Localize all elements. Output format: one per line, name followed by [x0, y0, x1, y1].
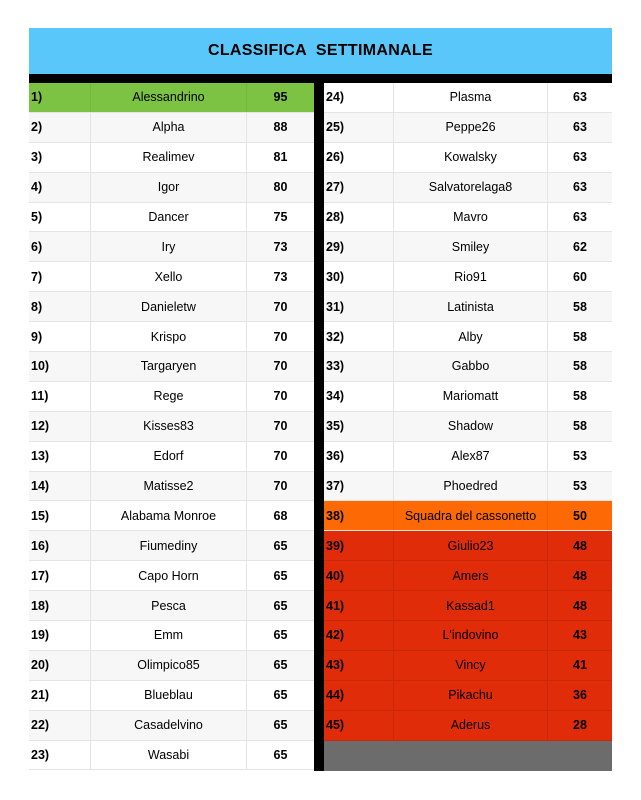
score-cell: 65 [273, 748, 288, 763]
rank-cell: 4) [29, 173, 91, 202]
table-row [324, 232, 612, 262]
player-name-cell: Olimpico85 [91, 651, 247, 680]
score-cell: 75 [273, 210, 288, 224]
player-name-cell: Edorf [91, 442, 247, 471]
rank-cell: 14) [29, 472, 91, 501]
rank-cell: 23) [29, 741, 91, 770]
player-name-cell: Plasma [394, 83, 548, 112]
table-row [324, 531, 612, 561]
player-name-cell: Kassad1 [394, 591, 548, 620]
score-cell: 70 [273, 299, 288, 314]
rank-cell: 35) [324, 412, 394, 441]
rank-cell: 44) [324, 681, 394, 710]
player-name-cell: Targaryen [91, 352, 247, 381]
rank-cell: 26) [324, 143, 394, 172]
table-row [29, 173, 314, 203]
player-name-cell: Wasabi [91, 741, 247, 770]
player-name-cell: Blueblau [91, 681, 247, 710]
player-name-cell: Kowalsky [394, 143, 548, 172]
rank-cell: 22) [29, 711, 91, 740]
score-cell: 58 [573, 389, 587, 404]
ranking-column-right [324, 83, 612, 771]
score-cell: 80 [273, 180, 288, 195]
score-cell: 63 [573, 90, 587, 105]
player-name-cell: Krispo [91, 322, 247, 351]
player-name-cell: Alabama Monroe [91, 501, 247, 530]
table-row [324, 651, 612, 681]
table-row [324, 113, 612, 143]
score-cell: 70 [273, 389, 288, 404]
score-cell: 65 [273, 538, 288, 553]
table-row [29, 83, 314, 113]
player-name-cell: Pikachu [394, 681, 548, 710]
table-row [29, 352, 314, 382]
table-row [324, 621, 612, 651]
score-cell: 88 [273, 120, 288, 135]
table-row [29, 262, 314, 292]
table-row [29, 382, 314, 412]
rank-cell: 30) [324, 262, 394, 291]
player-name-cell: Aderus [394, 711, 548, 740]
rank-cell: 41) [324, 591, 394, 620]
table-row [29, 651, 314, 681]
rank-cell: 2) [29, 113, 91, 142]
rank-cell: 3) [29, 143, 91, 172]
player-name-cell: Matisse2 [91, 472, 247, 501]
score-cell: 58 [573, 419, 587, 434]
rank-cell: 7) [29, 262, 91, 291]
score-cell: 48 [573, 538, 587, 553]
score-cell: 62 [573, 239, 587, 254]
player-name-cell: Rio91 [394, 262, 548, 291]
table-row [324, 292, 612, 322]
score-cell: 28 [573, 718, 587, 733]
table-row [29, 143, 314, 173]
rank-cell: 9) [29, 322, 91, 351]
empty-cell [324, 741, 612, 771]
score-cell: 65 [273, 688, 288, 703]
player-name-cell: Dancer [91, 203, 247, 232]
rank-cell: 20) [29, 651, 91, 680]
table-row [324, 711, 612, 741]
score-cell: 48 [573, 598, 587, 613]
table-row [29, 681, 314, 711]
rank-cell: 39) [324, 531, 394, 560]
rank-cell: 32) [324, 322, 394, 351]
player-name-cell: Amers [394, 561, 548, 590]
page-title-banner [29, 28, 612, 74]
rank-cell: 12) [29, 412, 91, 441]
score-cell: 70 [273, 329, 288, 344]
score-cell: 70 [273, 359, 288, 374]
score-cell: 65 [273, 658, 288, 673]
rank-cell: 18) [29, 591, 91, 620]
score-cell: 68 [273, 508, 288, 523]
score-cell: 95 [273, 90, 288, 105]
rank-cell: 40) [324, 561, 394, 590]
column-divider [314, 83, 324, 771]
rank-cell: 45) [324, 711, 394, 740]
player-name-cell: Alex87 [394, 442, 548, 471]
table-row [29, 741, 314, 771]
table-row [324, 472, 612, 502]
table-row [29, 232, 314, 262]
page-title: CLASSIFICA SETTIMANALE [208, 42, 433, 59]
score-cell: 63 [573, 180, 587, 195]
score-cell: 53 [573, 479, 587, 494]
player-name-cell: Casadelvino [91, 711, 247, 740]
score-cell: 73 [273, 239, 288, 254]
table-row [324, 352, 612, 382]
score-cell: 63 [573, 150, 587, 165]
rank-cell: 43) [324, 651, 394, 680]
rank-cell: 19) [29, 621, 91, 650]
table-row [324, 561, 612, 591]
score-cell: 60 [573, 269, 587, 284]
table-row [29, 591, 314, 621]
rank-cell: 27) [324, 173, 394, 202]
player-name-cell: Alpha [91, 113, 247, 142]
score-cell: 65 [273, 568, 288, 583]
table-row [324, 143, 612, 173]
table-row [29, 113, 314, 143]
player-name-cell: Realimev [91, 143, 247, 172]
player-name-cell: Xello [91, 262, 247, 291]
player-name-cell: Mavro [394, 203, 548, 232]
rank-cell: 31) [324, 292, 394, 321]
score-cell: 73 [273, 269, 288, 284]
score-cell: 58 [573, 329, 587, 344]
score-cell: 65 [273, 718, 288, 733]
player-name-cell: Capo Horn [91, 561, 247, 590]
table-row [324, 83, 612, 113]
rank-cell: 11) [29, 382, 91, 411]
player-name-cell: Alessandrino [91, 83, 247, 112]
score-cell: 65 [273, 598, 288, 613]
table-row [324, 501, 612, 531]
score-cell: 50 [573, 508, 587, 523]
table-row [324, 442, 612, 472]
rank-cell: 28) [324, 203, 394, 232]
player-name-cell: Phoedred [394, 472, 548, 501]
player-name-cell: Alby [394, 322, 548, 351]
score-cell: 81 [273, 150, 288, 165]
table-row [29, 203, 314, 233]
score-cell: 53 [573, 449, 587, 464]
header-divider [29, 74, 612, 83]
player-name-cell: Giulio23 [394, 531, 548, 560]
rank-cell: 1) [29, 83, 91, 112]
player-name-cell: Rege [91, 382, 247, 411]
table-row [29, 561, 314, 591]
rank-cell: 29) [324, 232, 394, 261]
player-name-cell: Fiumediny [91, 531, 247, 560]
score-cell: 70 [273, 419, 288, 434]
rank-cell: 33) [324, 352, 394, 381]
score-cell: 70 [273, 479, 288, 494]
player-name-cell: Smiley [394, 232, 548, 261]
score-cell: 48 [573, 568, 587, 583]
player-name-cell: Squadra del cassonetto [394, 501, 548, 530]
table-row [29, 621, 314, 651]
player-name-cell: Mariomatt [394, 382, 548, 411]
rank-cell: 15) [29, 501, 91, 530]
player-name-cell: Peppe26 [394, 113, 548, 142]
rank-cell: 5) [29, 203, 91, 232]
rank-cell: 34) [324, 382, 394, 411]
table-row [29, 501, 314, 531]
rank-cell: 42) [324, 621, 394, 650]
score-cell: 36 [573, 688, 587, 703]
rank-cell: 13) [29, 442, 91, 471]
score-cell: 41 [573, 658, 587, 673]
table-row [324, 173, 612, 203]
player-name-cell: Igor [91, 173, 247, 202]
ranking-column-left [29, 83, 314, 770]
player-name-cell: Emm [91, 621, 247, 650]
player-name-cell: Salvatorelaga8 [394, 173, 548, 202]
table-row [29, 472, 314, 502]
rank-cell: 21) [29, 681, 91, 710]
rank-cell: 37) [324, 472, 394, 501]
table-row [29, 322, 314, 352]
rank-cell: 16) [29, 531, 91, 560]
player-name-cell: Pesca [91, 591, 247, 620]
rank-cell: 36) [324, 442, 394, 471]
table-row [324, 412, 612, 442]
player-name-cell: Latinista [394, 292, 548, 321]
table-row [324, 382, 612, 412]
player-name-cell: Vincy [394, 651, 548, 680]
table-row [324, 591, 612, 621]
rank-cell: 10) [29, 352, 91, 381]
player-name-cell: Kisses83 [91, 412, 247, 441]
rank-cell: 17) [29, 561, 91, 590]
player-name-cell: Danieletw [91, 292, 247, 321]
table-row [324, 203, 612, 233]
table-row [29, 531, 314, 561]
rank-cell: 24) [324, 83, 394, 112]
rank-cell: 25) [324, 113, 394, 142]
table-row [324, 262, 612, 292]
score-cell: 58 [573, 359, 587, 374]
player-name-cell: Shadow [394, 412, 548, 441]
player-name-cell: Iry [91, 232, 247, 261]
player-name-cell: L'indovino [394, 621, 548, 650]
table-row [29, 292, 314, 322]
player-name-cell: Gabbo [394, 352, 548, 381]
rank-cell: 8) [29, 292, 91, 321]
score-cell: 65 [273, 628, 288, 643]
score-cell: 70 [273, 449, 288, 464]
table-row [29, 711, 314, 741]
rank-cell: 38) [324, 501, 394, 530]
score-cell: 43 [573, 628, 587, 643]
table-row [29, 442, 314, 472]
table-row [29, 412, 314, 442]
table-row [324, 322, 612, 352]
score-cell: 63 [573, 120, 587, 135]
score-cell: 63 [573, 210, 587, 224]
score-cell: 58 [573, 299, 587, 314]
rank-cell: 6) [29, 232, 91, 261]
table-row [324, 681, 612, 711]
